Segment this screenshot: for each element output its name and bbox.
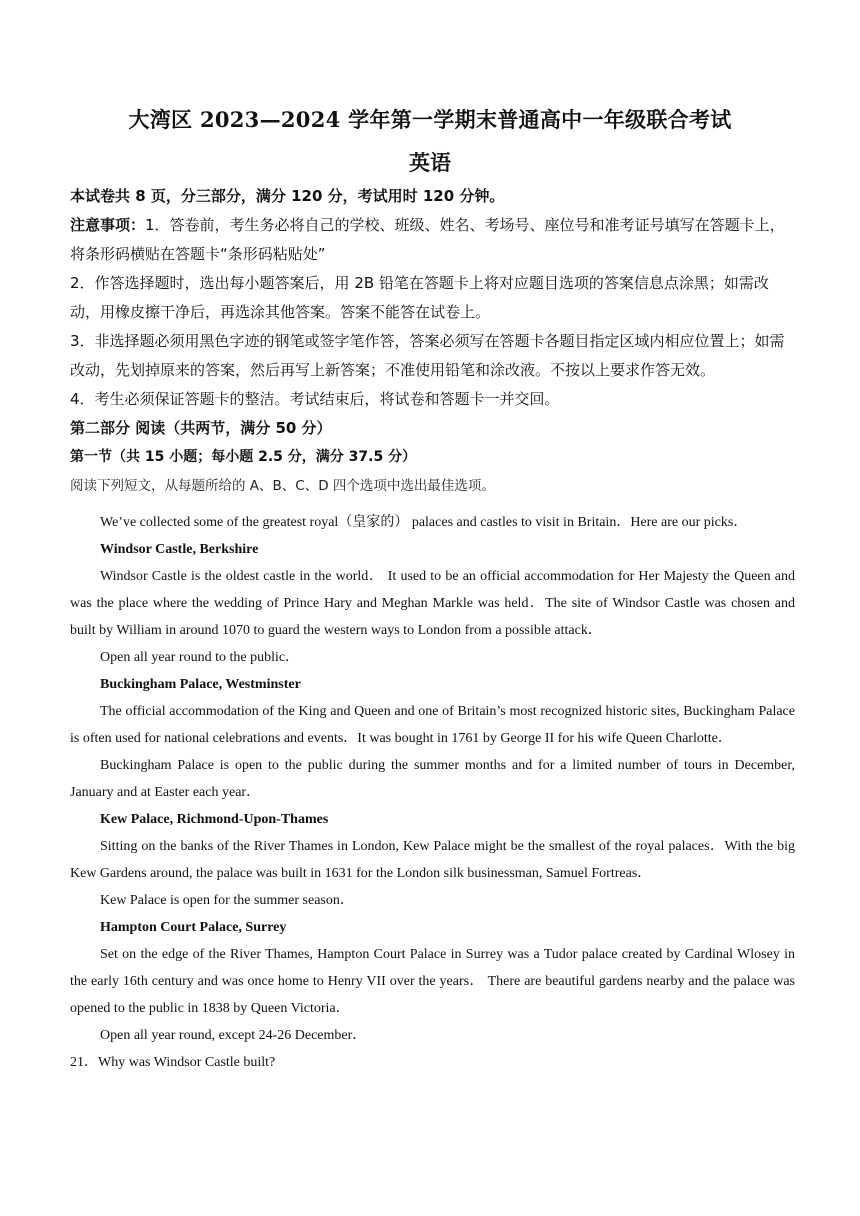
kew-hours: Kew Palace is open for the summer season．: [100, 893, 354, 908]
windsor-heading: Windsor Castle, Berkshire: [100, 542, 259, 557]
notice-item-2: 2．作答选择题时，选出每小题答案后，用 2B 铅笔在答题卡上将对应题目选项的答案信息点涂黑；如需改动，用橡皮擦干净后，再选涂其他答案。答案不能答在试卷上。: [70, 274, 769, 321]
kew-body: Sitting on the banks of the River Thames in London, Kew Palace might be the smallest of the royal palaces．With the big Kew Gardens around, the palace was built in 1631 for the London silk businessman, Samuel Fortreas．: [70, 839, 795, 881]
exam-summary: 本试卷共 8 页，分三部分，满分 120 分，考试用时 120 分钟。: [70, 187, 505, 205]
subject-title: 英语: [409, 150, 451, 175]
question-21: 21．Why was Windsor Castle built?: [70, 1055, 276, 1070]
notice-item-4: 4．考生必须保证答题卡的整洁。考试结束后，将试卷和答题卡一并交回。: [70, 390, 560, 408]
notice-item-1-text: 1．答卷前，考生务必将自己的学校、班级、姓名、考场号、座位号和准考证号填写在答题卡上，将条形码横贴在答题卡“条形码粘贴处”: [70, 216, 785, 263]
notice-item-1: [70, 211, 795, 269]
notice-item-3: 3．非选择题必须用黑色字迹的钢笔或签字笔作答，答案必须写在答题卡各题目指定区域内相应位置上；如需改动，先划掉原来的答案，然后再写上新答案；不准使用铅笔和涂改液。不按以上要求作答无效。: [70, 332, 785, 379]
buckingham-body: The official accommodation of the King and Queen and one of Britain’s most recognized historic sites, Buckingham Palace is often used for national celebrations and events．It was bought in 1761 by George II for his wife Queen Charlotte．: [70, 704, 795, 746]
notice-label: 注意事项：: [70, 216, 146, 234]
part-title: 第二部分 阅读（共两节，满分 50 分）: [70, 419, 332, 437]
subsection-title: 第一节（共 15 小题；每小题 2.5 分，满分 37.5 分）: [70, 449, 417, 465]
windsor-body: Windsor Castle is the oldest castle in the world． It used to be an official accommodation for Her Majesty the Queen and was the place where the wedding of Prince Hary and Meghan Markle was held．The site of Windsor Castle was chosen and built by William in around 1070 to guard the western ways to London from a possible attack．: [70, 569, 795, 638]
buckingham-hours: Buckingham Palace is open to the public during the summer months and for a limited number of tours in December, January and at Easter each year．: [70, 758, 795, 800]
section-instruction: 阅读下列短文，从每题所给的 A、B、C、D 四个选项中选出最佳选项。: [70, 478, 495, 494]
hampton-body: Set on the edge of the River Thames, Hampton Court Palace in Surrey was a Tudor palace created by Cardinal Wlosey in the early 16th century and was once home to Henry VII over the years． There are beautiful gardens nearby and the palace was opened to the public in 1838 by Queen Victoria．: [70, 947, 795, 1016]
hampton-heading: Hampton Court Palace, Surrey: [100, 920, 287, 935]
hampton-hours: Open all year round, except 24-26 December．: [100, 1028, 367, 1043]
kew-heading: Kew Palace, Richmond-Upon-Thames: [100, 812, 329, 827]
windsor-hours: Open all year round to the public．: [100, 650, 300, 665]
buckingham-heading: Buckingham Palace, Westminster: [100, 677, 301, 692]
passage-intro: We’ve collected some of the greatest royal（皇家的） palaces and castles to visit in Britain．Here are our picks．: [100, 515, 748, 530]
exam-title: 大湾区 2023—2024 学年第一学期末普通高中一年级联合考试: [128, 107, 732, 132]
reading-passage: [70, 509, 795, 1076]
exam-notes: [70, 182, 795, 501]
